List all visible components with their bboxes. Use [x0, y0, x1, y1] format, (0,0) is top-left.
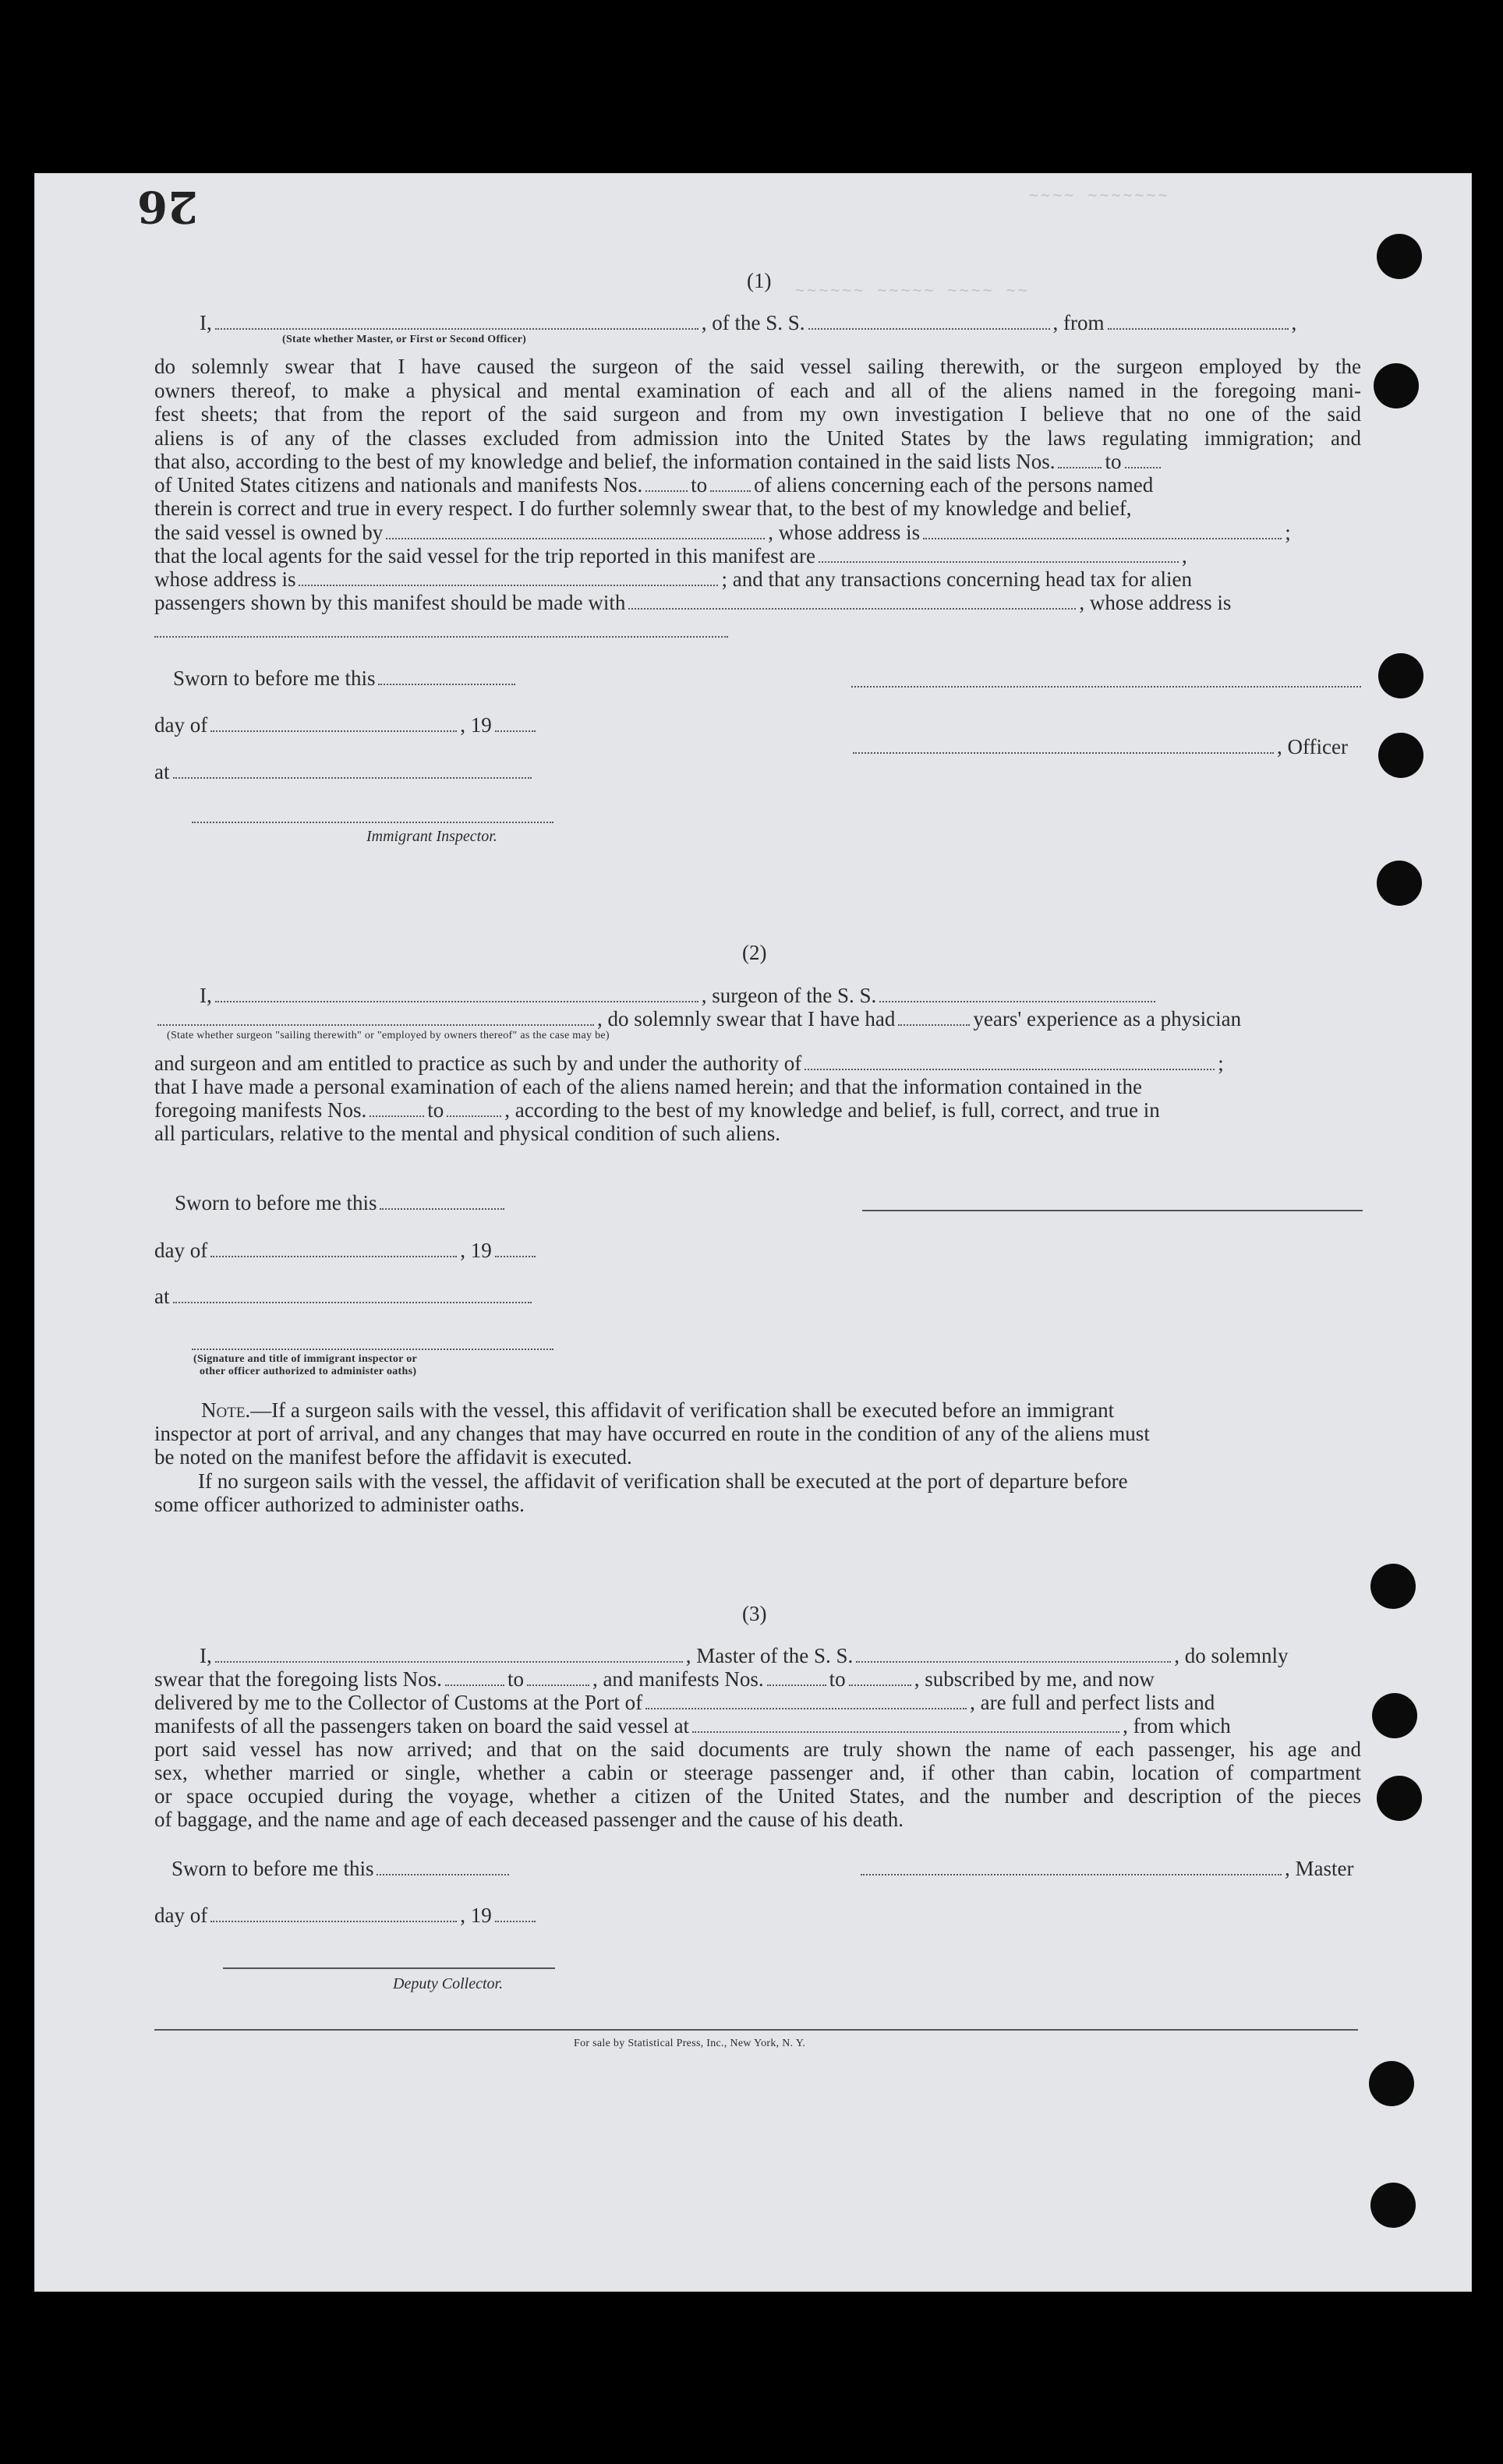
text: of aliens concerning each of the persons named — [754, 473, 1154, 497]
text: , 19 — [460, 713, 492, 737]
text: Sworn to before me this — [175, 1191, 377, 1214]
text: , do solemnly swear that I have had — [597, 1007, 896, 1030]
surgeon-name-field[interactable] — [215, 984, 698, 1002]
collector-title: Deputy Collector. — [393, 1975, 504, 1992]
month-field[interactable] — [210, 1904, 457, 1922]
officer-name-field[interactable] — [215, 311, 698, 330]
footer-text: For sale by Statistical Press, Inc., New York, N. Y. — [574, 2038, 806, 2049]
text: , Master — [1285, 1857, 1354, 1880]
body-line: owners thereof, to make a physical and mental examination of each and all of the aliens named in the foregoing mani- — [154, 378, 1361, 402]
manifest-from-field[interactable] — [767, 1667, 826, 1686]
sworn-day-field[interactable] — [380, 1191, 504, 1210]
text: , Officer — [1277, 735, 1348, 758]
inspector-signature-field[interactable] — [192, 822, 553, 823]
text: that also, according to the best of my knowledge and belief, the information contained in the said lists Nos. — [154, 450, 1056, 473]
signature-note: (Signature and title of immigrant inspector or — [193, 1353, 418, 1365]
text: , from — [1052, 311, 1105, 334]
section-3-line-1 — [200, 1644, 1288, 1667]
years-field[interactable] — [898, 1007, 970, 1026]
place-field[interactable] — [173, 1285, 532, 1303]
text: , 19 — [460, 1239, 492, 1262]
manifest-to-field[interactable] — [710, 473, 751, 492]
section-3-body — [154, 1738, 1361, 1831]
text: I, — [200, 984, 212, 1007]
note-line: be noted on the manifest before the affidavit is executed. — [154, 1445, 632, 1469]
agents-field[interactable] — [819, 544, 1179, 563]
sworn-line — [172, 1857, 512, 1880]
day-of-line — [154, 1239, 539, 1262]
text: swear that the foregoing lists Nos. — [154, 1667, 442, 1691]
text: , and manifests Nos. — [592, 1667, 764, 1691]
text: Sworn to before me this — [173, 666, 376, 690]
text: ; and that any transactions concerning head tax for alien — [721, 567, 1193, 591]
surgeon-note: (State whether surgeon "sailing therewith" or "employed by owners thereof" as the case may be) — [167, 1030, 610, 1041]
note-label: Note. — [201, 1398, 251, 1422]
from-port-field[interactable] — [1108, 311, 1289, 330]
port-field[interactable] — [645, 1691, 967, 1709]
section-1-line-1 — [200, 311, 1296, 334]
text: years' experience as a physician — [973, 1007, 1242, 1030]
note-line: If no surgeon sails with the vessel, the affidavit of verification shall be executed at the port of departure before — [198, 1469, 1128, 1493]
agents-line — [154, 544, 1187, 567]
text: whose address is — [154, 567, 296, 591]
bleed-through-text: ~~~~~~ ~~~~~ ~~~~ ~~ — [795, 281, 1030, 299]
officer-line — [850, 735, 1348, 758]
place-field[interactable] — [173, 760, 532, 779]
section-2-line-2 — [154, 1007, 1241, 1030]
text: ; — [1285, 521, 1291, 544]
owned-by-line — [154, 521, 1291, 544]
text: of United States citizens and nationals and manifests Nos. — [154, 473, 643, 497]
note-line: inspector at port of arrival, and any changes that may have occurred en route in the condition of any of the aliens must — [154, 1422, 1150, 1445]
note-line — [201, 1398, 1114, 1422]
text: I, — [200, 311, 212, 334]
body-line: do solemnly swear that I have caused the surgeon of the said vessel sailing therewith, or the surgeon employed by the — [154, 355, 1361, 378]
text: at — [154, 760, 170, 783]
text: foregoing manifests Nos. — [154, 1098, 367, 1122]
agents-address-line — [154, 567, 1192, 591]
text: , whose address is — [1079, 591, 1232, 614]
section-3-line-4 — [154, 1714, 1231, 1738]
text: to — [691, 473, 708, 497]
text: day of — [154, 1239, 208, 1262]
citizens-line — [154, 473, 1153, 497]
manifest-to-field[interactable] — [849, 1667, 911, 1686]
officer-note: (State whether Master, or First or Second Officer) — [282, 334, 527, 345]
owner-field[interactable] — [386, 521, 765, 539]
text: Sworn to before me this — [172, 1857, 374, 1880]
text: , — [1181, 544, 1187, 567]
sworn-day-field[interactable] — [377, 1857, 509, 1875]
list-to-field[interactable] — [527, 1667, 589, 1686]
master-line — [858, 1857, 1353, 1880]
text: , — [1291, 311, 1297, 334]
section-1-number: (1) — [747, 269, 772, 292]
at-line — [154, 1285, 535, 1308]
officer-signature-field[interactable] — [853, 735, 1274, 754]
manifest-from-field[interactable] — [370, 1098, 424, 1117]
bleed-through-text: ~~~~ ~~~~~~~ — [1029, 186, 1170, 204]
body-line: or space occupied during the voyage, whether a citizen of the United States, and the number and description of the pieces — [154, 1784, 1361, 1808]
binder-hole — [1377, 861, 1422, 906]
text: day of — [154, 1904, 208, 1927]
agents-address-field[interactable] — [299, 567, 718, 586]
year-field[interactable] — [495, 1904, 536, 1922]
binder-hole — [1369, 2061, 1414, 2106]
text: to — [829, 1667, 846, 1691]
binder-hole — [1377, 234, 1422, 279]
binder-hole — [1372, 1693, 1417, 1738]
head-tax-agent-field[interactable] — [628, 591, 1076, 610]
text: day of — [154, 713, 208, 737]
ship-name-field[interactable] — [808, 311, 1050, 330]
year-field[interactable] — [495, 713, 536, 732]
section-2-number: (2) — [742, 941, 767, 964]
collector-signature-field[interactable] — [223, 1967, 555, 1969]
text: , are full and perfect lists and — [970, 1691, 1215, 1714]
master-ship-field[interactable] — [856, 1644, 1171, 1663]
text: to — [507, 1667, 524, 1691]
section-3-number: (3) — [742, 1602, 767, 1625]
section-2-line-6: all particulars, relative to the mental and physical condition of such aliens. — [154, 1122, 780, 1145]
master-signature-field[interactable] — [861, 1857, 1282, 1875]
binder-hole — [1378, 653, 1423, 698]
text: to — [1105, 450, 1122, 473]
binder-hole — [1370, 2183, 1416, 2228]
text: , of the S. S. — [701, 311, 805, 334]
list-from-field[interactable] — [445, 1667, 504, 1686]
list-from-field[interactable] — [1058, 450, 1102, 468]
address-continuation-field[interactable] — [154, 636, 728, 638]
text: delivered by me to the Collector of Customs at the Port of — [154, 1691, 643, 1714]
body-line: sex, whether married or single, whether a cabin or steerage passenger and, if other than cabin, location of compartment — [154, 1761, 1361, 1784]
surgeon-signature-field[interactable] — [862, 1210, 1363, 1211]
authority-field[interactable] — [805, 1052, 1215, 1070]
sworn-line — [175, 1191, 507, 1214]
binder-hole — [1374, 363, 1419, 408]
lists-line — [154, 450, 1164, 473]
text: , 19 — [460, 1904, 492, 1927]
text: , surgeon of the S. S. — [701, 984, 877, 1007]
text: , whose address is — [768, 521, 921, 544]
inspector-title: Immigrant Inspector. — [366, 828, 497, 845]
binder-hole — [1370, 1564, 1416, 1609]
body-line: port said vessel has now arrived; and that on the said documents are truly shown the name of each passenger, his age and — [154, 1738, 1361, 1761]
section-2-line-1 — [200, 984, 1158, 1007]
text: passengers shown by this manifest should be made with — [154, 591, 626, 614]
section-3-line-2 — [154, 1667, 1155, 1691]
signature-field[interactable] — [851, 686, 1361, 688]
inspector-signature-field[interactable] — [192, 1349, 553, 1350]
day-of-line — [154, 713, 539, 737]
day-of-line — [154, 1904, 539, 1927]
section-2-line-4: that I have made a personal examination of each of the aliens named herein; and that the information contained in the — [154, 1075, 1143, 1098]
text: , from which — [1123, 1714, 1231, 1738]
text: and surgeon and am entitled to practice as such by and under the authority of — [154, 1052, 802, 1075]
text: , subscribed by me, and now — [914, 1667, 1155, 1691]
binder-hole — [1378, 733, 1423, 778]
boarding-port-field[interactable] — [692, 1714, 1119, 1733]
section-2-line-3 — [154, 1052, 1224, 1075]
text: the said vessel is owned by — [154, 521, 384, 544]
sworn-line — [173, 666, 518, 690]
section-1-body — [154, 355, 1361, 450]
list-to-field[interactable] — [1125, 450, 1161, 468]
text: at — [154, 1285, 170, 1308]
master-name-field[interactable] — [215, 1644, 683, 1663]
sworn-day-field[interactable] — [378, 666, 515, 685]
signature-note: other officer authorized to administer oaths) — [200, 1366, 417, 1377]
month-field[interactable] — [210, 713, 457, 732]
manifest-from-field[interactable] — [645, 473, 688, 492]
section-3-line-3 — [154, 1691, 1215, 1714]
surgeon-ship-field[interactable] — [879, 984, 1155, 1002]
body-line: fest sheets; that from the report of the said surgeon and from my own investigation I believe that no one of the said — [154, 402, 1361, 426]
text: manifests of all the passengers taken on board the said vessel at — [154, 1714, 690, 1738]
owner-address-field[interactable] — [923, 521, 1282, 539]
passengers-line — [154, 591, 1231, 614]
text: ; — [1218, 1052, 1224, 1075]
text: , according to the best of my knowledge and belief, is full, correct, and true in — [504, 1098, 1160, 1122]
therein-line: therein is correct and true in every respect. I do further solemnly swear that, to the best of my knowledge and belief, — [154, 497, 1132, 520]
page-number-mark: 26 — [137, 181, 198, 232]
manifest-to-field[interactable] — [447, 1098, 501, 1117]
text: that the local agents for the said vessel for the trip reported in this manifest are — [154, 544, 815, 567]
text: I, — [200, 1644, 212, 1667]
text: to — [427, 1098, 444, 1122]
text: , Master of the S. S. — [685, 1644, 854, 1667]
at-line — [154, 760, 535, 783]
section-2-line-5 — [154, 1098, 1160, 1122]
month-field[interactable] — [210, 1239, 457, 1257]
body-line: of baggage, and the name and age of each deceased passenger and the cause of his death. — [154, 1808, 904, 1831]
body-line: aliens is of any of the classes excluded from admission into the United States by the laws regulating immigration; and — [154, 426, 1361, 450]
binder-hole — [1377, 1776, 1422, 1821]
text: —If a surgeon sails with the vessel, this affidavit of verification shall be executed before an immigrant — [250, 1398, 1115, 1422]
year-field[interactable] — [495, 1239, 536, 1257]
text: , do solemnly — [1174, 1644, 1289, 1667]
footer-rule — [154, 2029, 1358, 2031]
surgeon-status-field[interactable] — [157, 1007, 594, 1026]
note-line: some officer authorized to administer oaths. — [154, 1493, 525, 1516]
